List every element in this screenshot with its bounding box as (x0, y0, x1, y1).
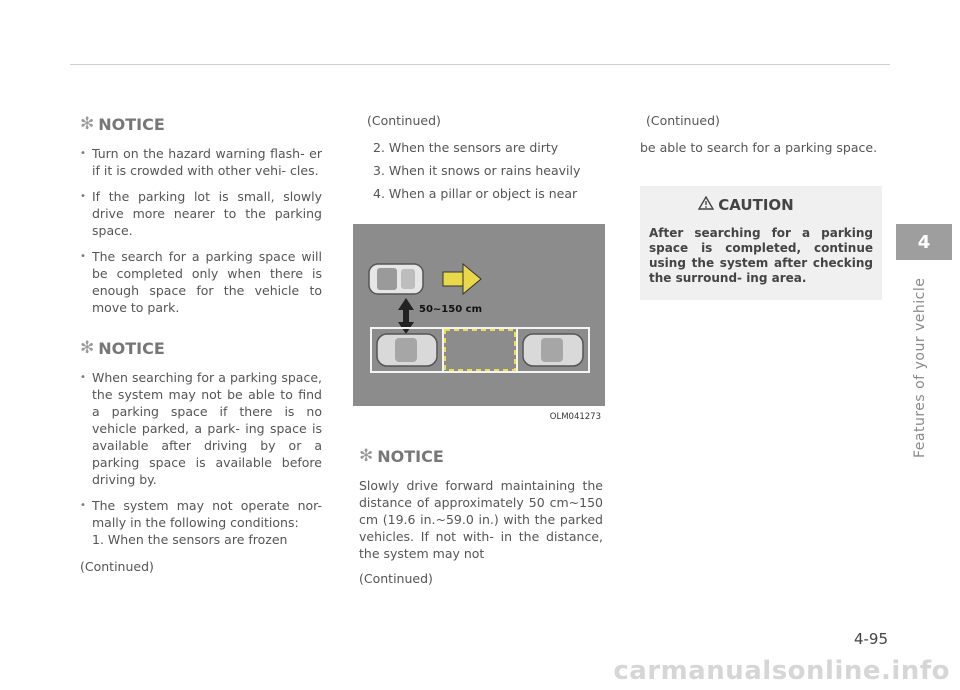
list-item: • Turn on the hazard warning flash- er if it is crowded with other vehi- cles. (80, 145, 322, 179)
list-item: • If the parking lot is small, slowly drive more nearer to the parking space. (80, 188, 322, 239)
notice-paragraph: Slowly drive forward maintaining the distance of approximately 50 cm~150 cm (19.6 in.~59.0 in.) with the parked vehicles. If not with- in the distance, the system may not (359, 478, 603, 561)
list-item: • When searching for a parking space, the system may not be able to find a parking space if there is no vehicle parked, a park- ing space is available after driving by or a parking space is available before driving by. (80, 369, 322, 488)
list-item-text: The system may not operate nor- mally in the following conditions: (92, 498, 322, 530)
notice-heading (359, 448, 603, 465)
notice-title: NOTICE (377, 447, 444, 466)
notice-icon: ✻ (359, 446, 374, 466)
parked-car-left-icon (377, 334, 437, 366)
column-left (80, 112, 322, 581)
body-paragraph: be able to search for a parking space. (640, 140, 878, 155)
list-item: • The search for a parking space will be completed only when there is enough space for the vehicle to move to park. (80, 248, 322, 316)
caution-title: CAUTION (718, 195, 794, 214)
column-right (640, 112, 882, 300)
chapter-tab: 4 (896, 224, 952, 260)
parking-diagram-figure (353, 224, 605, 424)
notice-icon: ✻ (80, 338, 95, 358)
parked-car-right-icon (523, 334, 583, 366)
numbered-item: 1. When the sensors are frozen (92, 532, 288, 547)
numbered-list (359, 139, 603, 202)
diagram-background (353, 224, 605, 424)
notice-heading (80, 340, 322, 357)
notice-title: NOTICE (98, 339, 165, 358)
notice-icon: ✻ (80, 114, 95, 134)
chapter-title: Features of your vehicle (912, 277, 928, 458)
numbered-item: 4. When a pillar or object is near (373, 186, 578, 201)
header-divider (70, 64, 890, 65)
notice-heading (80, 116, 322, 133)
distance-label: 50~150 cm (419, 304, 482, 315)
continued-label: (Continued) (646, 113, 720, 128)
figure-code: OLM041273 (549, 412, 601, 422)
watermark: carmanualsonline.info (613, 656, 950, 686)
chapter-side-title (912, 268, 928, 458)
column-middle (359, 112, 603, 593)
numbered-item: 2. When the sensors are dirty (373, 140, 559, 155)
caution-box (640, 186, 882, 300)
page-number: 4-95 (853, 630, 888, 648)
warning-triangle-icon (698, 196, 714, 214)
continued-label: (Continued) (80, 559, 154, 574)
caution-heading (619, 196, 873, 214)
caution-text: After searching for a parking space is completed, continue using the system after checking the surround- ing area. (649, 226, 873, 285)
notice-title: NOTICE (98, 115, 165, 134)
moving-car-icon (369, 264, 423, 294)
numbered-item: 3. When it snows or rains heavily (373, 163, 581, 178)
notice-bullet-list (80, 145, 322, 316)
notice-bullet-list (80, 369, 322, 548)
continued-label: (Continued) (367, 113, 441, 128)
continued-label: (Continued) (359, 571, 433, 586)
parking-diagram (353, 224, 605, 424)
list-item (80, 497, 322, 548)
